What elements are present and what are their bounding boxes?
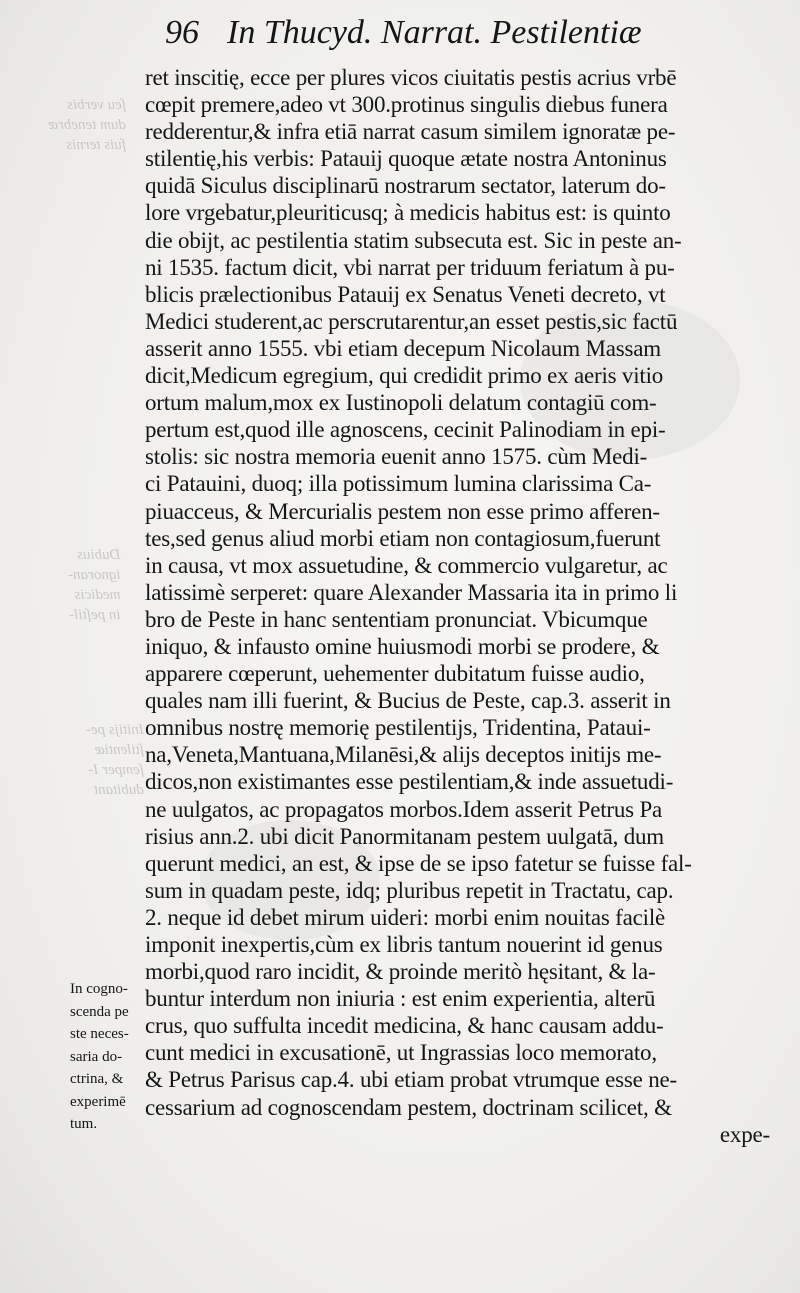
text-line: blicis prælectionibus Patauij ex Senatus Veneti decreto, vt [145,281,666,307]
text-line: dicos,non existimantes esse pestilentiam,& inde assuetudi- [145,769,674,795]
text-line: Medici studerent,ac perscrutarentur,an esset pestis,sic factū [145,308,678,334]
text-line: pertum est,quod ille agnoscens, cecinit Palinodiam in epi- [145,417,666,443]
text-line: omnibus nostrę memorię pestilentijs, Tridentina, Pataui- [145,715,651,741]
running-title: In Thucyd. Narrat. Pestilentiæ [227,14,642,51]
text-line: sum in quadam peste, idq; pluribus repetit in Tractatu, cap. [145,877,674,903]
text-line: risius ann.2. ubi dicit Panormitanam pestem uulgatā, dum [145,823,664,849]
text-line: redderentur,& infra etiā narrat casum similem ignoratæ pe- [145,119,676,145]
text-line: in causa, vt mox assuetudine, & commercio vulgaretur, ac [145,552,668,578]
text-line: quidā Siculus disciplinarū nostrarum sectator, laterum do- [145,173,666,199]
marginal-note-line: In cogno- [70,981,128,997]
main-text-block [145,64,770,1148]
text-line: cessarium ad cognoscendam pestem, doctrinam scilicet, & [145,1094,672,1120]
text-line: ni 1535. factum dicit, vbi narrat per triduum feriatum à pu- [145,254,675,280]
marginal-note [70,978,152,1136]
text-line: lore vrgebatur,pleuriticusq; à medicis habitus est: is quinto [145,200,671,226]
show-through-text: ſeu verbis dum tenebræ fuis ternis [48,97,126,153]
marginal-note-line: ste neces- [70,1026,129,1042]
text-line: ne uulgatos, ac propagatos morbos.Idem asserit Petrus Pa [145,796,663,822]
marginal-note-line: experimē [70,1093,126,1110]
text-line: dicit,Medicum egregium, qui credidit primo ex aeris vitio [145,363,664,389]
text-line: quales nam illi fuerint, & Bucius de Peste, cap.3. asserit in [145,688,671,714]
catchword: expe- [719,1121,770,1147]
marginal-note-line: saria do- [70,1048,123,1065]
text-line: stilentię,his verbis: Patauij quoque ætate nostra Antoninus [145,146,667,172]
text-line: crus, quo suffulta incedit medicina, & hanc causam addu- [145,1013,664,1039]
show-through-text: Initijs pe- ſtilentiæ ſemper I- dubitant [86,722,144,798]
text-line: & Petrus Parisus cap.4. ubi etiam probat vtrumque esse ne- [145,1067,677,1093]
text-line: ci Patauini, duoq; illa potissimum lumina clarissima Ca- [145,471,652,497]
text-line: querunt medici, an est, & ipse de se ipso fatetur se fuisse fal- [145,850,692,876]
page-number: 96 [165,14,199,51]
text-line: ortum malum,mox ex Iustinopoli delatum contagiū com- [145,390,657,416]
text-line: cœpit premere,adeo vt 300.protinus singulis diebus funera [145,92,668,118]
text-line: piuacceus, & Mercurialis pestem non esse primo afferen- [145,498,660,524]
text-line: cunt medici in excusationē, ut Ingrassias loco memorato, [145,1040,657,1066]
text-line: ret inscitię, ecce per plures vicos ciuitatis pestis acrius vrbē [145,65,677,90]
text-line: asserit anno 1555. vbi etiam decepum Nicolaum Massam [145,335,661,361]
text-line: apparere cœperunt, uehementer dubitatum fuisse audio, [145,661,645,687]
text-line: die obijt, ac pestilentia statim subsecuta est. Sic in peste an- [145,227,682,253]
marginal-note-line: scenda pe [70,1003,129,1020]
marginal-note-line: ctrina, & [70,1071,124,1087]
text-line: iniquo, & infausto omine huiusmodi morbi se prodere, & [145,633,660,659]
text-line: stolis: sic nostra memoria euenit anno 1575. cùm Medi- [145,444,648,470]
text-line: bro de Peste in hanc sententiam pronunciat. Vbicumque [145,606,648,632]
marginal-note-line: tum. [70,1116,98,1132]
text-line: imponit inexpertis,cùm ex libris tantum nouerint id genus [145,932,663,957]
text-line: 2. neque id debet mirum uideri: morbi enim nouitas facilè [145,904,666,930]
text-line: buntur interdum non iniuria : est enim experientia, alterū [145,986,656,1012]
text-line: na,Veneta,Mantuana,Milanēsi,& alijs deceptos initijs me- [145,742,662,768]
text-line: latissimè serperet: quare Alexander Massaria ita in primo li [145,579,678,605]
text-line: tes,sed genus aliud morbi etiam non contagiosum,fuerunt [145,525,661,551]
page-header [165,14,725,62]
text-line: morbi,quod raro incidit, & proinde meritò hęsitant, & la- [145,959,656,985]
show-through-text: Dubius ignoran- medicis in peſtil- [68,547,121,623]
